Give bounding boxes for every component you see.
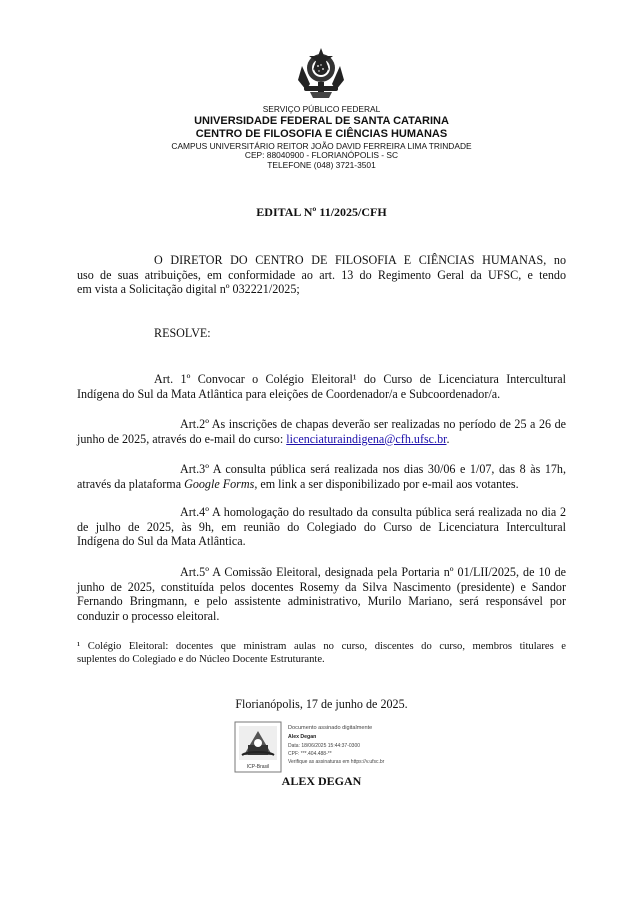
article-1-line-2: Indígena do Sul da Mata Atlântica para eleições de Coordenador/a e Subcoordenador/a. [77, 386, 501, 401]
article-3-text: através da plataforma [77, 476, 185, 491]
icp-brasil-logo-icon [234, 721, 282, 773]
signature-verify: Verifique as assinaturas em https://v.ufsc.br [288, 759, 385, 765]
intro-paragraph [77, 253, 566, 297]
place-and-date: Florianópolis, 17 de junho de 2025. [235, 697, 408, 711]
intro-line-1: O DIRETOR DO CENTRO DE FILOSOFIA E CIÊNCIAS HUMANAS, no [154, 253, 566, 267]
signature-heading: Documento assinado digitalmente [288, 725, 373, 731]
article-3-line-2 [77, 477, 566, 492]
header-university-name: UNIVERSIDADE FEDERAL DE SANTA CATARINA [194, 115, 449, 127]
brasao-seal-icon [296, 46, 346, 100]
footnote-line-2: suplentes do Colegiado e do Núcleo Docente Estruturante. [77, 654, 325, 666]
article-5-line-1: Art.5º A Comissão Eleitoral, designada pela Portaria nº 01/LII/2025, de 10 de [180, 565, 566, 579]
intro-line-2: uso de suas atribuições, em conformidade ao art. 13 do Regimento Geral da UFSC, e tendo [77, 267, 566, 282]
footnote [77, 640, 566, 667]
digital-signature-stamp [234, 721, 414, 773]
header-phone: TELEFONE (048) 3721-3501 [267, 160, 376, 170]
course-email-link[interactable]: licenciaturaindigena@cfh.ufsc.br [286, 431, 447, 446]
signature-details [288, 724, 384, 766]
article-5-line-2: junho de 2025, constituída pelos docentes Rosemy da Silva Nascimento (presidente) e Sandor [77, 579, 566, 594]
signature-cpf: CPF: ***.404.488-** [288, 751, 332, 757]
header-cep: CEP: 88040900 - FLORIANÓPOLIS - SC [244, 150, 399, 160]
header-center-name: CENTRO DE FILOSOFIA E CIÊNCIAS HUMANAS [195, 128, 448, 140]
article-2 [77, 417, 566, 446]
article-2-line-2 [77, 432, 566, 447]
article-5 [77, 565, 566, 623]
article-5-line-4: conduzir o processo eleitoral. [77, 608, 220, 623]
article-1 [77, 372, 566, 401]
footnote-line-1: ¹ Colégio Eleitoral: docentes que ministram aulas no curso, discentes do curso, membros titulares e [77, 641, 566, 652]
article-1-line-1: Art. 1º Convocar o Colégio Eleitoral¹ do Curso de Licenciatura Intercultural [154, 372, 566, 386]
header-campus: CAMPUS UNIVERSITÁRIO REITOR JOÃO DAVID FERREIRA LIMA TRINDADE [171, 141, 472, 151]
article-4-line-2: de julho de 2025, às 9h, em reunião do Colegiado do Curso de Licenciatura Intercultural [77, 519, 566, 534]
header-service-line: SERVIÇO PÚBLICO FEDERAL [262, 104, 381, 114]
article-4-line-1: Art.4º A homologação do resultado da consulta pública será realizada no dia 2 [180, 505, 566, 519]
article-3-end: , em link a ser disponibilizado por e-mail aos votantes. [254, 476, 519, 491]
icp-brasil-label: ICP-Brasil [246, 764, 270, 770]
article-2-line-1: Art.2º As inscrições de chapas deverão ser realizadas no período de 25 a 26 de [180, 417, 566, 431]
signature-name: Alex Degan [288, 734, 317, 740]
article-4-line-3: Indígena do Sul da Mata Atlântica. [77, 534, 246, 549]
signature-date: Data: 18/06/2025 15:44:37-0300 [288, 743, 361, 749]
resolve-heading [77, 326, 566, 341]
article-2-text: junho de 2025, através do e-mail do curso: [77, 431, 287, 446]
resolve-text: RESOLVE: [154, 326, 211, 340]
document-title: EDITAL Nº 11/2025/CFH [256, 205, 387, 219]
article-2-end: . [446, 431, 450, 446]
article-3-line-1: Art.3º A consulta pública será realizada nos dias 30/06 e 1/07, das 8 às 17h, [180, 462, 566, 476]
article-5-line-3: Fernando Bringmann, e pelo assistente administrativo, Murilo Mariano, será responsável por [77, 594, 566, 609]
intro-line-3: em vista a Solicitação digital nº 032221/2025; [77, 282, 300, 297]
platform-name: Google Forms [184, 476, 255, 491]
article-4 [77, 505, 566, 549]
signer-name: ALEX DEGAN [281, 774, 362, 788]
article-3 [77, 462, 566, 491]
